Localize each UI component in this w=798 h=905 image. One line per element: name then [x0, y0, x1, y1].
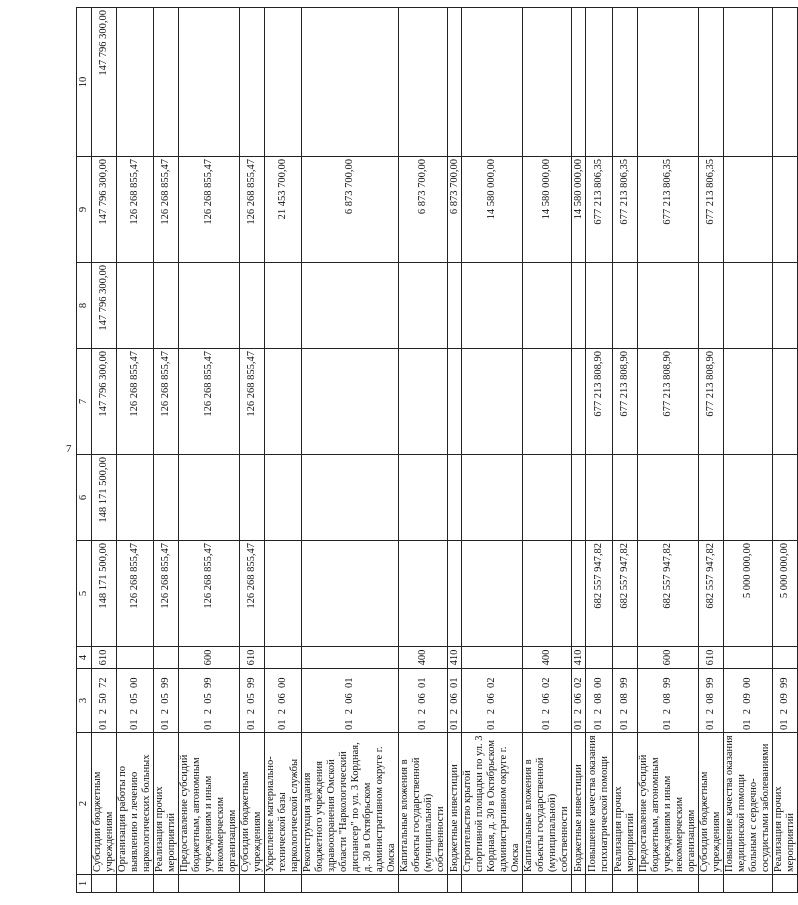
row-amount-col5: 682 557 947,82 — [699, 541, 724, 647]
rotated-budget-table-sheet — [76, 8, 796, 893]
row-amount-col10 — [240, 8, 265, 157]
row-cell-1 — [462, 875, 523, 893]
row-amount-col6 — [613, 455, 638, 541]
row-cell-1 — [572, 875, 586, 893]
row-vr-cell: 610 — [699, 647, 724, 669]
row-amount-col7: 126 268 855,47 — [117, 349, 154, 455]
row-amount-col7 — [724, 349, 773, 455]
table-row — [638, 8, 699, 893]
row-amount-col7 — [265, 349, 302, 455]
row-cell-1 — [448, 875, 462, 893]
budget-table — [76, 7, 798, 893]
row-code-cell: 01 2 06 01 — [302, 669, 399, 733]
row-amount-col8 — [724, 263, 773, 349]
row-amount-col9 — [724, 157, 773, 263]
row-name-cell: Капитальные вложения в объекты государственной (муниципальной) собственности — [523, 733, 572, 875]
row-cell-1 — [179, 875, 240, 893]
table-row — [179, 8, 240, 893]
row-amount-col8 — [773, 263, 798, 349]
row-amount-col5 — [448, 541, 462, 647]
row-code-cell: 01 2 05 99 — [154, 669, 179, 733]
row-amount-col6 — [572, 455, 586, 541]
row-cell-1 — [586, 875, 613, 893]
table-row — [462, 8, 523, 893]
table-row — [399, 8, 448, 893]
row-vr-cell — [724, 647, 773, 669]
row-amount-col10 — [773, 8, 798, 157]
row-amount-col8 — [523, 263, 572, 349]
row-amount-col7: 126 268 855,47 — [154, 349, 179, 455]
row-vr-cell: 600 — [179, 647, 240, 669]
row-name-cell: Реализация прочих мероприятий — [773, 733, 798, 875]
column-header-6: 6 — [77, 455, 92, 541]
table-row — [699, 8, 724, 893]
row-amount-col9 — [773, 157, 798, 263]
row-amount-col5 — [399, 541, 448, 647]
row-amount-col7: 677 213 808,90 — [613, 349, 638, 455]
row-vr-cell: 400 — [523, 647, 572, 669]
row-amount-col9: 6 873 700,00 — [399, 157, 448, 263]
row-amount-col9: 14 580 000,00 — [523, 157, 572, 263]
row-name-cell: Повышение качества оказания медицинской помощи больным с сердечно-сосудистыми заболеваниями — [724, 733, 773, 875]
table-row — [265, 8, 302, 893]
row-amount-col5: 126 268 855,47 — [154, 541, 179, 647]
row-cell-1 — [699, 875, 724, 893]
row-amount-col5 — [572, 541, 586, 647]
row-amount-col8 — [302, 263, 399, 349]
page-number: 7 — [66, 443, 72, 455]
column-header-9: 9 — [77, 157, 92, 263]
row-amount-col7: 677 213 808,90 — [699, 349, 724, 455]
row-amount-col9: 677 213 806,35 — [613, 157, 638, 263]
row-amount-col10 — [586, 8, 613, 157]
row-code-cell: 01 2 06 01 — [399, 669, 448, 733]
row-cell-1 — [638, 875, 699, 893]
row-amount-col9: 6 873 700,00 — [302, 157, 399, 263]
row-vr-cell — [613, 647, 638, 669]
row-amount-col10 — [462, 8, 523, 157]
column-header-8: 8 — [77, 263, 92, 349]
row-code-cell: 01 2 06 01 — [448, 669, 462, 733]
table-row — [448, 8, 462, 893]
row-amount-col5 — [265, 541, 302, 647]
column-header-1: 1 — [77, 875, 92, 893]
row-amount-col6: 148 171 500,00 — [92, 455, 117, 541]
row-amount-col8 — [154, 263, 179, 349]
row-name-cell: Субсидии бюджетным учреждениям — [92, 733, 117, 875]
row-code-cell: 01 2 08 99 — [699, 669, 724, 733]
row-name-cell: Строительство крытой спортивной площадки по ул. 3 Кордная, д. 30 в Октябрьском административном округе г. Омска — [462, 733, 523, 875]
row-amount-col8 — [638, 263, 699, 349]
row-name-cell: Предоставление субсидий бюджетным, автономным учреждениям и иным некоммерческим организациям — [638, 733, 699, 875]
column-header-2: 2 — [77, 733, 92, 875]
row-amount-col8 — [240, 263, 265, 349]
row-amount-col5: 682 557 947,82 — [586, 541, 613, 647]
column-header-4: 4 — [77, 647, 92, 669]
row-amount-col8 — [399, 263, 448, 349]
row-amount-col5: 5 000 000,00 — [724, 541, 773, 647]
row-cell-1 — [117, 875, 154, 893]
row-vr-cell: 610 — [92, 647, 117, 669]
row-amount-col7 — [462, 349, 523, 455]
table-row — [586, 8, 613, 893]
row-amount-col5 — [523, 541, 572, 647]
row-vr-cell — [302, 647, 399, 669]
row-amount-col10 — [154, 8, 179, 157]
row-amount-col9: 21 453 700,00 — [265, 157, 302, 263]
table-row — [773, 8, 798, 893]
row-amount-col7: 147 796 300,00 — [92, 349, 117, 455]
row-code-cell: 01 2 05 99 — [240, 669, 265, 733]
column-header-10: 10 — [77, 8, 92, 157]
table-row — [117, 8, 154, 893]
row-vr-cell — [462, 647, 523, 669]
row-amount-col10 — [117, 8, 154, 157]
row-amount-col5: 682 557 947,82 — [613, 541, 638, 647]
row-name-cell: Субсидии бюджетным учреждениям — [699, 733, 724, 875]
row-code-cell: 01 2 06 02 — [572, 669, 586, 733]
row-name-cell: Капитальные вложения в объекты государственной (муниципальной) собственности — [399, 733, 448, 875]
row-vr-cell: 400 — [399, 647, 448, 669]
row-amount-col6 — [265, 455, 302, 541]
row-amount-col8 — [462, 263, 523, 349]
row-vr-cell — [154, 647, 179, 669]
row-cell-1 — [265, 875, 302, 893]
row-amount-col6 — [399, 455, 448, 541]
row-name-cell: Предоставление субсидий бюджетным, автономным учреждениям и иным некоммерческим организациям — [179, 733, 240, 875]
row-amount-col8 — [613, 263, 638, 349]
row-cell-1 — [613, 875, 638, 893]
row-amount-col8 — [117, 263, 154, 349]
table-row — [154, 8, 179, 893]
row-amount-col10 — [399, 8, 448, 157]
row-vr-cell — [773, 647, 798, 669]
row-code-cell: 01 2 06 00 — [265, 669, 302, 733]
row-amount-col8 — [265, 263, 302, 349]
row-name-cell: Бюджетные инвестиции — [572, 733, 586, 875]
row-amount-col7 — [302, 349, 399, 455]
row-vr-cell: 610 — [240, 647, 265, 669]
row-cell-1 — [154, 875, 179, 893]
row-amount-col6 — [117, 455, 154, 541]
row-amount-col5: 148 171 500,00 — [92, 541, 117, 647]
row-vr-cell: 410 — [572, 647, 586, 669]
row-vr-cell: 600 — [638, 647, 699, 669]
row-amount-col10 — [613, 8, 638, 157]
row-code-cell: 01 2 05 00 — [117, 669, 154, 733]
row-amount-col10 — [179, 8, 240, 157]
row-amount-col6 — [586, 455, 613, 541]
row-name-cell: Реализация прочих мероприятий — [613, 733, 638, 875]
table-row — [240, 8, 265, 893]
row-amount-col6 — [724, 455, 773, 541]
row-amount-col9: 677 213 806,35 — [586, 157, 613, 263]
row-code-cell: 01 2 06 02 — [523, 669, 572, 733]
row-amount-col10 — [724, 8, 773, 157]
row-amount-col7: 126 268 855,47 — [240, 349, 265, 455]
row-vr-cell — [586, 647, 613, 669]
row-amount-col10 — [638, 8, 699, 157]
row-amount-col9: 126 268 855,47 — [117, 157, 154, 263]
row-amount-col5: 126 268 855,47 — [117, 541, 154, 647]
row-cell-1 — [399, 875, 448, 893]
row-name-cell: Организация работы по выявлению и лечению наркологических больных — [117, 733, 154, 875]
row-amount-col6 — [154, 455, 179, 541]
row-amount-col5 — [462, 541, 523, 647]
row-code-cell: 01 2 09 99 — [773, 669, 798, 733]
table-row — [724, 8, 773, 893]
row-amount-col9: 677 213 806,35 — [638, 157, 699, 263]
row-amount-col10 — [448, 8, 462, 157]
row-cell-1 — [302, 875, 399, 893]
row-amount-col9: 14 580 000,00 — [462, 157, 523, 263]
row-amount-col8 — [179, 263, 240, 349]
row-amount-col8 — [572, 263, 586, 349]
row-amount-col6 — [179, 455, 240, 541]
table-row — [523, 8, 572, 893]
row-amount-col5 — [302, 541, 399, 647]
row-amount-col6 — [240, 455, 265, 541]
row-amount-col5: 682 557 947,82 — [638, 541, 699, 647]
row-amount-col7 — [773, 349, 798, 455]
row-amount-col9: 126 268 855,47 — [240, 157, 265, 263]
row-cell-1 — [92, 875, 117, 893]
row-amount-col8 — [586, 263, 613, 349]
row-amount-col5: 5 000 000,00 — [773, 541, 798, 647]
row-amount-col6 — [462, 455, 523, 541]
table-row — [613, 8, 638, 893]
row-amount-col7 — [523, 349, 572, 455]
row-amount-col10 — [302, 8, 399, 157]
row-code-cell: 01 2 09 00 — [724, 669, 773, 733]
table-row — [92, 8, 117, 893]
row-amount-col9: 677 213 806,35 — [699, 157, 724, 263]
row-name-cell: Реконструкция здания бюджетного учреждения здравоохранения Омской области "Наркологический диспансер" по ул. 3 Кордная, д. 30 в Октябрьском административном округе г. Омска — [302, 733, 399, 875]
row-amount-col9: 14 580 000,00 — [572, 157, 586, 263]
row-amount-col7 — [399, 349, 448, 455]
row-amount-col10 — [572, 8, 586, 157]
row-amount-col6 — [638, 455, 699, 541]
row-vr-cell — [117, 647, 154, 669]
row-amount-col9: 126 268 855,47 — [179, 157, 240, 263]
row-amount-col6 — [699, 455, 724, 541]
row-name-cell: Повышение качества оказания психиатрической помощи — [586, 733, 613, 875]
row-amount-col9: 6 873 700,00 — [448, 157, 462, 263]
column-header-7: 7 — [77, 349, 92, 455]
row-amount-col6 — [773, 455, 798, 541]
row-cell-1 — [523, 875, 572, 893]
row-name-cell: Бюджетные инвестиции — [448, 733, 462, 875]
row-amount-col10 — [265, 8, 302, 157]
row-amount-col8 — [448, 263, 462, 349]
row-amount-col8: 147 796 300,00 — [92, 263, 117, 349]
row-amount-col10 — [523, 8, 572, 157]
row-amount-col7: 677 213 808,90 — [638, 349, 699, 455]
row-amount-col10 — [699, 8, 724, 157]
row-name-cell: Реализация прочих мероприятий — [154, 733, 179, 875]
row-name-cell: Субсидии бюджетным учреждениям — [240, 733, 265, 875]
table-row — [302, 8, 399, 893]
row-amount-col9: 147 796 300,00 — [92, 157, 117, 263]
row-code-cell: 01 2 08 00 — [586, 669, 613, 733]
column-header-5: 5 — [77, 541, 92, 647]
table-row — [572, 8, 586, 893]
row-vr-cell: 410 — [448, 647, 462, 669]
row-amount-col5: 126 268 855,47 — [240, 541, 265, 647]
header-row — [77, 8, 92, 893]
row-vr-cell — [265, 647, 302, 669]
row-amount-col7 — [448, 349, 462, 455]
row-code-cell: 01 2 08 99 — [638, 669, 699, 733]
row-code-cell: 01 2 06 02 — [462, 669, 523, 733]
row-name-cell: Укрепление материально-технической базы наркологической службы — [265, 733, 302, 875]
row-amount-col10: 147 796 300,00 — [92, 8, 117, 157]
row-cell-1 — [240, 875, 265, 893]
row-code-cell: 01 2 05 99 — [179, 669, 240, 733]
row-amount-col8 — [699, 263, 724, 349]
row-amount-col7 — [572, 349, 586, 455]
row-code-cell: 01 2 08 99 — [613, 669, 638, 733]
row-cell-1 — [724, 875, 773, 893]
row-amount-col7: 126 268 855,47 — [179, 349, 240, 455]
row-amount-col6 — [448, 455, 462, 541]
row-amount-col6 — [523, 455, 572, 541]
column-header-3: 3 — [77, 669, 92, 733]
row-amount-col9: 126 268 855,47 — [154, 157, 179, 263]
row-code-cell: 01 2 50 72 — [92, 669, 117, 733]
row-amount-col7: 677 213 808,90 — [586, 349, 613, 455]
row-amount-col5: 126 268 855,47 — [179, 541, 240, 647]
row-cell-1 — [773, 875, 798, 893]
row-amount-col6 — [302, 455, 399, 541]
